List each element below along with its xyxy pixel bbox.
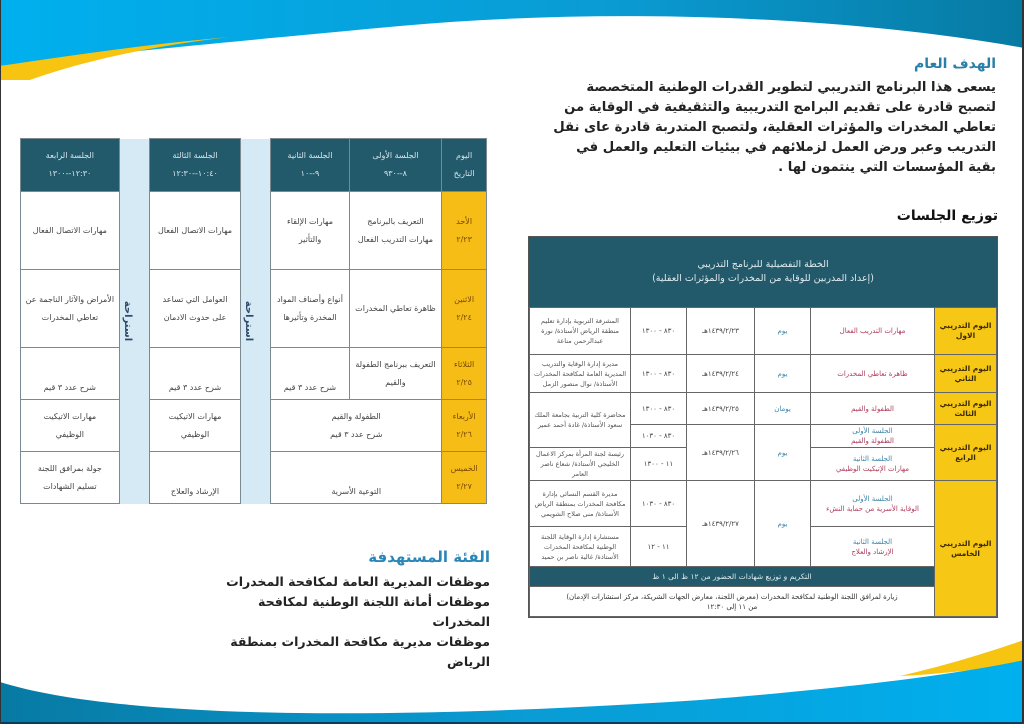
cell-text: شرح عدد ٣ قيم [43, 383, 97, 392]
plan-topic-cell: ظاهرة تعاطي المخدرات [811, 355, 935, 393]
session-label: الجلسة الأولى [852, 427, 893, 435]
day-cell [442, 270, 487, 348]
day-name: الأربعاء [452, 411, 476, 421]
footer-wave-decoration [0, 640, 1024, 724]
cell-text: الوظيفي [55, 429, 85, 439]
day-cell [442, 192, 487, 270]
plan-time-cell: ٨٣٠ - ١٠٣٠ [631, 425, 687, 448]
table-row [530, 393, 997, 425]
cell-text: الوظيفي [180, 429, 210, 439]
session-cell [349, 270, 442, 348]
day-date: ٢/٢٧ [456, 481, 472, 491]
plan-duration-cell: يوم [755, 425, 811, 481]
day-cell [442, 348, 487, 400]
cell-text: شرح عدد ٣ قيم [168, 383, 222, 392]
plan-trainer-cell: مستشارة إدارة الوقاية اللجنة الوطنية لمكافحة المخدرات الأستاذة/ غالية ناصر بن حميد [530, 527, 631, 567]
plan-day-cell: اليوم التدريبي الاول [935, 308, 997, 355]
topic-text: الوقاية الأسرية من حماية النشء [826, 504, 919, 513]
session-cell [150, 452, 241, 504]
session-cell [349, 348, 442, 400]
session-cell [21, 270, 120, 348]
day-date-header [442, 139, 487, 192]
cell-text: الإرشاد والعلاج [170, 487, 220, 496]
plan-title: الخطة التفصيلية للبرنامج التدريبي [697, 259, 829, 270]
cell-text: العوامل التي تساعد [162, 294, 228, 304]
day-date: ٢/٢٤ [456, 312, 472, 322]
break-label: استراحة [243, 300, 255, 342]
session-name: الجلسة الرابعة [45, 151, 94, 160]
plan-subtitle: (إعداد المدربين للوقاية من المخدرات والمؤثرات العقلية) [652, 273, 874, 284]
target-group-item: موظفات المديرية العامة لمكافحة المخدرات [226, 574, 490, 589]
session-name: الجلسة الثانية [287, 151, 333, 160]
plan-day-cell: اليوم التدريبي الخامس [935, 481, 997, 617]
session-label: الجلسة الثانية [852, 455, 893, 463]
plan-duration-cell: يوم [755, 481, 811, 567]
cell-text: مهارات الإلقاء [286, 216, 333, 226]
session-label: الجلسة الثانية [852, 537, 893, 546]
plan-date-cell: ١٤٣٩/٢/٢٧هـ [687, 481, 755, 567]
session-time: ٨--٩٣٠ [383, 169, 407, 178]
plan-time-cell: ١١ - ١٣٠٠ [631, 448, 687, 481]
cell-text: مهارات الاتيكيت [168, 411, 222, 421]
session-name: الجلسة الثالثة [172, 151, 218, 160]
plan-trainer-cell: مديرة إدارة الوقاية والتدريب المديرية العامة لمكافحة المخدرات الأستاذة/ نوال منصور الزمل [530, 355, 631, 393]
break-column-1 [240, 139, 271, 504]
general-goal-title: الهدف العام [914, 56, 996, 72]
ceremony-row [530, 567, 997, 587]
cell-text: أنواع وأصناف المواد [277, 294, 343, 304]
visit-time: من ١١ إلى ١٢:٣٠ [706, 602, 758, 611]
plan-topic-cell: مهارات التدريب الفعال [811, 308, 935, 355]
table-row [530, 308, 997, 355]
session-label: الجلسة الأولى [852, 494, 893, 503]
plan-topic-cell: الطفولة والقيم [811, 393, 935, 425]
plan-duration-cell: يومان [755, 393, 811, 425]
plan-topic-cell [811, 481, 935, 527]
plan-header [529, 237, 997, 307]
cell-text: الطفولة والقيم [331, 411, 381, 421]
day-header: اليوم [456, 151, 473, 160]
topic-text: الطفولة والقيم [851, 437, 894, 445]
plan-trainer-cell: المشرفة التربوية بإدارة تعليم منطقة الرياض الأستاذة/ نورة عبدالرحمن مناعة [530, 308, 631, 355]
cell-text: مهارات الاتصال الفعال [32, 225, 107, 235]
table-row [530, 481, 997, 527]
plan-duration-cell: يوم [755, 355, 811, 393]
session-cell [349, 192, 442, 270]
session-cell [150, 270, 241, 348]
session-time: ١٢:٣٠--١٣٠٠ [48, 169, 92, 178]
day-name: الأحد [456, 216, 473, 226]
cell-text: مهارات التدريب الفعال [357, 234, 434, 244]
target-group-title: الفئة المستهدفة [368, 548, 490, 566]
cell-text: والتأثير [298, 234, 322, 244]
target-group-item: موظفات أمانة اللجنة الوطنية لمكافحة المخدرات [258, 594, 490, 629]
plan-day-cell: اليوم التدريبي الرابع [935, 425, 997, 481]
plan-time-cell: ٨٣٠ - ١٠٣٠ [631, 481, 687, 527]
weekly-header-row [21, 139, 487, 192]
date-header: التاريخ [453, 169, 475, 178]
session-time: ٩--١٠ [300, 169, 320, 178]
session-cell [21, 348, 120, 400]
cell-text: التوعية الأسرية [331, 487, 382, 496]
session-4-header [21, 139, 120, 192]
cell-text: الأمراض والآثار الناجمة عن [25, 294, 115, 304]
day-date: ٢/٢٥ [456, 377, 472, 387]
plan-date-cell: ١٤٣٩/٢/٢٤هـ [687, 355, 755, 393]
weekly-schedule-table [20, 138, 487, 504]
session-3-header [150, 139, 241, 192]
topic-text: الإرشاد والعلاج [851, 547, 894, 556]
ceremony-cell: التكريم و توزيع شهادات الحضور من ١٢ ظ الى ١ ظ [530, 567, 935, 587]
session-cell [271, 348, 349, 400]
plan-topic-cell [811, 448, 935, 481]
plan-duration-cell: يوم [755, 308, 811, 355]
plan-time-cell: ١١ - ١٢ [631, 527, 687, 567]
visit-row [530, 587, 997, 617]
session-cell [271, 400, 442, 452]
plan-day-cell: اليوم التدريبي الثالث [935, 393, 997, 425]
session-cell [271, 192, 349, 270]
cell-text: على حدوث الادمان [163, 312, 227, 322]
cell-text: والقيم [385, 377, 406, 387]
cell-text: شرح عدد ٣ قيم [330, 429, 383, 439]
session-cell [21, 192, 120, 270]
target-group-section [200, 548, 490, 672]
session-2-header [271, 139, 349, 192]
session-cell [21, 400, 120, 452]
session-cell [271, 452, 442, 504]
session-cell [150, 192, 241, 270]
visit-cell [530, 587, 935, 617]
day-cell [442, 452, 487, 504]
general-goal-section [546, 56, 996, 178]
session-name: الجلسة الأولى [372, 151, 419, 160]
day-name: الاثنين [454, 294, 475, 304]
plan-time-cell: ٨٣٠ - ١٣٠٠ [631, 393, 687, 425]
day-name: الخميس [450, 463, 478, 473]
session-cell [150, 400, 241, 452]
session-cell [271, 270, 349, 348]
plan-time-cell: ٨٣٠ - ١٣٠٠ [631, 308, 687, 355]
session-cell [21, 452, 120, 504]
cell-text: المخدرة وتأثيرها [283, 312, 337, 322]
plan-date-cell: ١٤٣٩/٢/٢٣هـ [687, 308, 755, 355]
day-cell [442, 400, 487, 452]
plan-trainer-cell: رئيسة لجنة المرأة بمركز الاعمال الخليجي الأستاذة/ شعاع ناصر العامر [530, 448, 631, 481]
target-group-item: موظفات مديرية مكافحة المخدرات بمنطقة الرياض [230, 634, 490, 669]
plan-topic-cell [811, 527, 935, 567]
general-goal-text: يسعى هذا البرنامج التدريبي لتطوير القدرات الوطنية المتخصصة لتصبح قادرة على تقديم البرامج التدريبية والتثقيفية في الوقاية من تعاطي المخدرات والمؤثرات العقلية، ولتصبح المتدربة قادرة عاى نقل التدريب وعبر ورض العمل لزملائهم في بيئيات التعليم والعمل في بقية المؤسسات التي ينتمون لها . [553, 80, 996, 175]
cell-text: شرح عدد ٣ قيم [283, 383, 337, 392]
plan-day-cell: اليوم التدريبي الثاني [935, 355, 997, 393]
day-date: ٢/٢٣ [456, 234, 472, 244]
break-label: استراحة [122, 300, 134, 342]
cell-text: التعريف ببرنامج الطفولة [355, 359, 436, 369]
plan-topic-cell [811, 425, 935, 448]
cell-text: جولة بمرافق اللجنة [37, 463, 102, 473]
plan-trainer-cell: محاضرة كلية التربية بجامعة الملك سعود الأستاذة/ غادة أحمد عمير [530, 393, 631, 448]
day-name: الثلاثاء [453, 359, 475, 369]
cell-text: مهارات الاتصال الفعال [157, 225, 233, 235]
table-row [530, 355, 997, 393]
break-column-2 [119, 139, 150, 504]
day-date: ٢/٢٦ [456, 429, 472, 439]
session-1-header [349, 139, 442, 192]
plan-date-cell: ١٤٣٩/٢/٢٥هـ [687, 393, 755, 425]
plan-trainer-cell: مديرة القسم النسائي بإدارة مكافحة المخدرات بمنطقة الرياض الأستاذة/ منى صلاح الشويمي [530, 481, 631, 527]
visit-text: زيارة لمرافق اللجنة الوطنية لمكافحة المخدرات (معرض اللجنة، معارض الجهات الشريكة، مركز استشارات الإدمان) [566, 592, 898, 601]
topic-text: مهارات الإتيكيت الوظيفي [835, 465, 910, 473]
sessions-distribution-title: توزيع الجلسات [896, 208, 998, 224]
cell-text: تسليم الشهادات [43, 481, 97, 491]
session-time: ١٠:٤٠--١٢:٣٠ [172, 169, 218, 178]
cell-text: ظاهرة تعاطي المخدرات [355, 303, 436, 313]
cell-text: مهارات الاتيكيت [43, 411, 97, 421]
cell-text: التعريف بالبرنامج [367, 216, 424, 226]
cell-text: تعاطي المخدرات [41, 312, 99, 322]
session-cell [150, 348, 241, 400]
plan-date-cell: ١٤٣٩/٢/٢٦هـ [687, 425, 755, 481]
plan-time-cell: ٨٣٠ - ١٣٠٠ [631, 355, 687, 393]
detailed-plan-table [528, 236, 998, 618]
plan-grid [529, 307, 997, 617]
